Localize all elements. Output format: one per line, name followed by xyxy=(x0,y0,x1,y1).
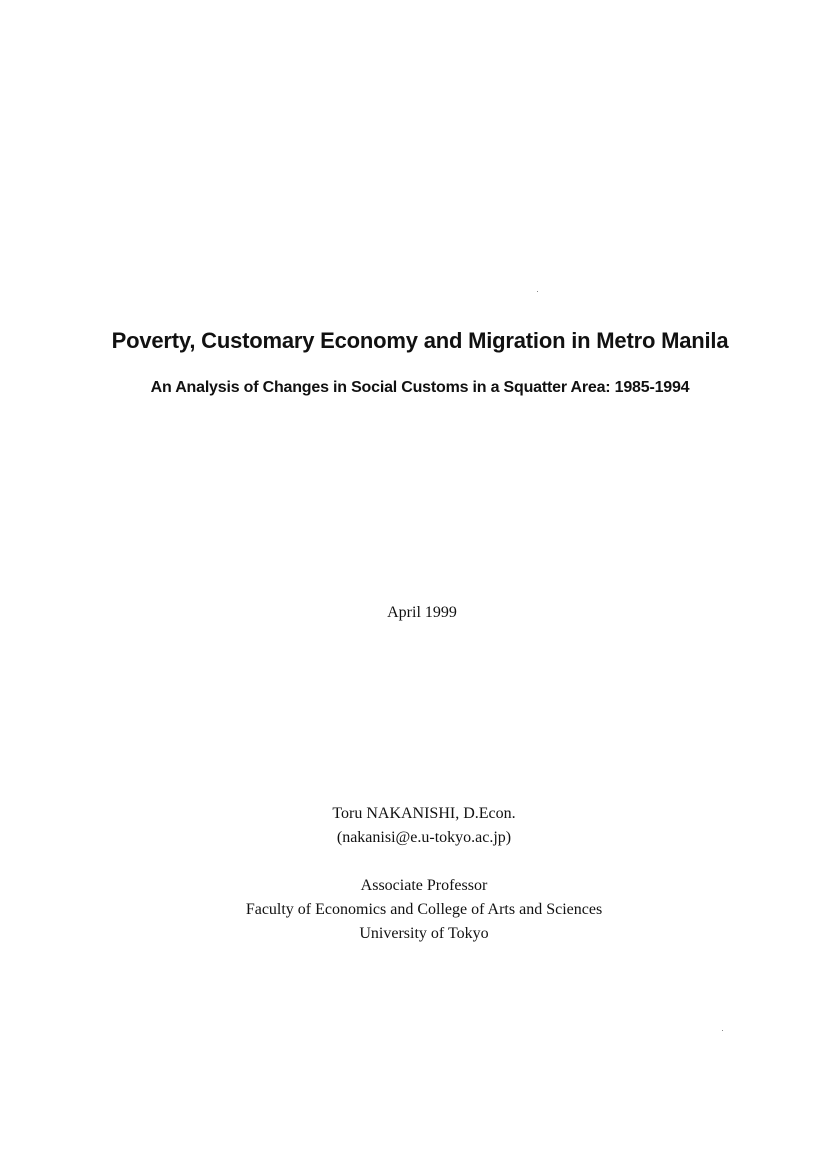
author-affiliation xyxy=(0,874,826,946)
author-position: Associate Professor xyxy=(360,877,488,894)
scan-speck xyxy=(537,291,538,292)
scan-speck xyxy=(722,1030,723,1031)
author-name: Toru NAKANISHI, D.Econ. xyxy=(332,805,516,822)
paper-title: Poverty, Customary Economy and Migration in Metro Manila xyxy=(111,328,729,353)
author-institution: University of Tokyo xyxy=(359,925,489,942)
author-contact xyxy=(0,802,826,850)
publication-date: April 1999 xyxy=(387,604,457,621)
paper-subtitle: An Analysis of Changes in Social Customs in a Squatter Area: 1985-1994 xyxy=(150,379,690,396)
author-email: (nakanisi@e.u-tokyo.ac.jp) xyxy=(336,829,512,846)
author-department: Faculty of Economics and College of Arts and Sciences xyxy=(245,901,603,918)
